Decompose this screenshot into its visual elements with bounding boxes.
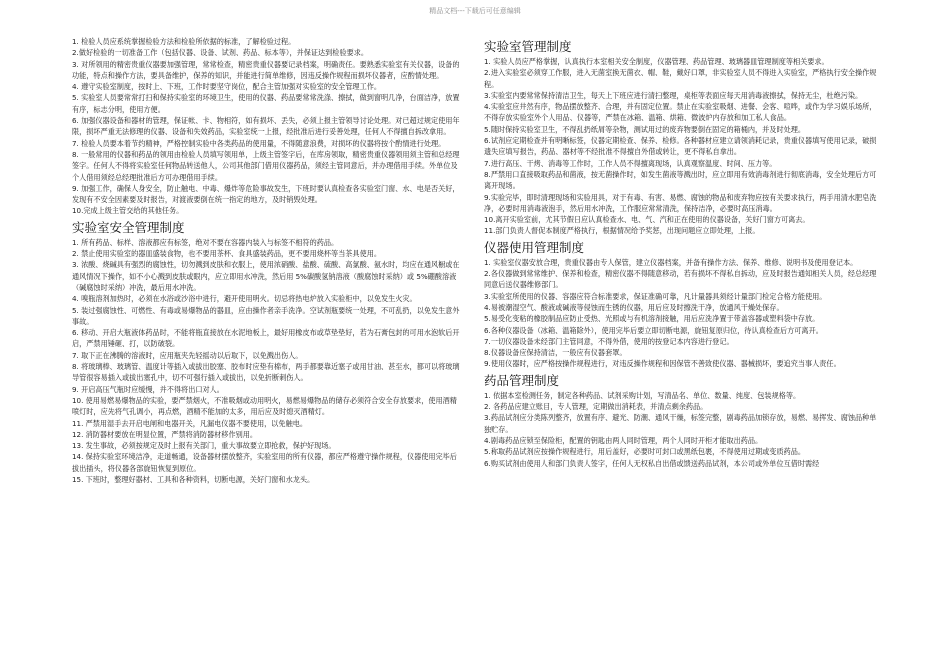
safety-item-8: 8. 将玻璃棒、玻璃管、温度计等插入或拔出胶塞、胶布时应垫有棉布，两手都要靠近塞子或用甘油、甚至水，都可以将玻璃导管很容易插入或拔出塞孔中，切不可强行插入或拔出，以免折断刺伤人。 (72, 362, 460, 383)
safety-item-14: 14. 保持实验室环境洁净，走道畅通，设备器材摆放整齐，实验室用的所有仪器，都应严格遵守操作规程，仪器使用完毕后拔出插头，将仪器各部旋钮恢复到原位。 (72, 452, 457, 473)
lab-item-9: 9.实验完毕，即时清理现场和实验用具，对于有毒、有害、易燃、腐蚀的物品和废弃物应按有关要求执行，两手用清水肥皂洗净，必要时用消毒液泡手，然后用水冲洗，工作服应常常清洗，保持洁净，必要时高压消毒。 (484, 192, 877, 213)
lab-item-8: 8.严禁用口直接吸取药品和菌液，按无菌操作时，如发生菌液等溅出时，应立即用有效消毒剂进行彻底消毒，安全处理后方可离开现场。 (484, 169, 877, 191)
lab-item-4: 4.实验室应井然有序，物品摆放整齐、合理，并有固定位置。禁止在实验室吸烟、进餐、会客、喧哗，或作为学习娱乐场所，不得存放实验室外个人用品、仪器等，严禁在冰箱、温箱、烘箱、微波炉内存放和加工私人食品。 (484, 102, 877, 123)
instrument-item-2: 2.各仪器做到常常维护、保养和检查，精密仪器不得随意移动，若有损坏不得私自拆动，应及时报告通知相关人员，经总经理同意后送仪器维修部门。 (484, 269, 877, 290)
safety-item-7: 7. 取下正在沸腾的溶液时，应用瓶夹先轻摇动以后取下，以免溅出伤人。 (72, 350, 303, 360)
duty-item-8: 8. 一般常用的仪器和药品的领用由检验人员填写领用单，上级主管签字后，在库房领取，精密贵重仪器领用须主管和总经理签字。任何人不得将实验室任何物品转送他人，公司其他部门借用仪器药品，须经主管同意后，并办理借用手续。外单位及个人借用须经总经理批准后方可办理借用手续。 (72, 149, 460, 182)
instrument-item-7: 7.一切仪器设备未经部门主管同意，不得外借，使用的按登记本内容进行登记。 (484, 336, 734, 346)
safety-item-13: 13. 发生事故，必须按规定及时上报有关部门，重大事故要立即抢救，保护好现场。 (72, 441, 336, 451)
lab-item-6: 6.试剂应定期检查并有明晰标签，仪器定期检查、保养、检修。各种器材应建立请领消耗记录，贵重仪器填写使用记录，破损遗失应填写报告，药品、器材等不经批准不得擅自外借或转让，更不得私自拿出。 (484, 136, 877, 157)
instrument-item-4: 4.易被潮湿空气、酸液或碱液等侵蚀而生锈的仪器，用后应及时擦洗干净，放通风干燥处保存。 (484, 302, 784, 312)
drug-section-title: 药品管理制度 (484, 372, 560, 388)
safety-item-3: 3. 浓酸、烧碱具有强烈的腐蚀性，切勿溅到皮肤和衣服上，使用浓硝酸、盐酸、硫酸、高氯酸、氨水时，均应在通风橱或在通风情况下操作，如不小心溅到皮肤或眼内，应立即用水冲洗，然后用 5%碳酸氢钠溶液（酸腐蚀时采纳）或 5%硼酸溶液（碱腐蚀时采纳）冲洗，最后用水冲洗。 (72, 260, 460, 292)
right-column (484, 36, 881, 652)
lab-item-7: 7.进行高压、干烤、消毒等工作时，工作人员不得擅离现场，认真观察温度、时间、压力等。 (484, 158, 777, 168)
duty-item-10: 10.完成上级主管交给的其他任务。 (72, 206, 184, 216)
instrument-rules-list (484, 257, 881, 370)
lab-item-11: 11.部门负责人督促本制度严格执行，根据情况给予奖惩，出现问题应立即处理，上报。 (484, 226, 760, 236)
instrument-item-5: 5.易受化变粘的橡胶制品应防止受热、光照或与有机溶剂接触，用后应洗净置于带盖容器或塑料袋中存放。 (484, 314, 820, 324)
duty-item-7: 7. 检验人员要本着节约精神，严格控制实验中各类药品的使用量，不得随意浪费，对损坏的仪器将按个酌情进行处理。 (72, 138, 446, 148)
safety-item-12: 12. 消防器材要放在明显位置，严禁将消防器材移作别用。 (72, 429, 258, 439)
safety-item-6: 6. 移动、开启大瓶液体药品时，不能将瓶直接放在水泥地板上，最好用橡皮布或草垫垫好，若为石膏包封的可用水泡软后开启，严禁用锤砸、打，以防破裂。 (72, 328, 460, 349)
safety-item-4: 4. 嗅瓶溶剂加热时，必须在水浴或沙浴中进行，避开使用明火。切忌将热电炉放入实验柜中，以免发生火灾。 (72, 294, 417, 304)
safety-item-2: 2. 禁止使用实验室的器皿盛装食物，也不要用茶杯、食具盛装药品，更不要用烧杯等当茶具使用。 (72, 249, 381, 259)
safety-item-5: 5. 装过强腐蚀性、可燃性、有毒或易爆物品的器皿，应由操作者亲手洗净。空试剂瓶要统一处理，不可乱扔，以免发生意外事故。 (72, 305, 460, 326)
safety-item-1: 1. 所有药品、标样、溶液都应有标签，绝对不要在容器内装入与标签不相符的药品。 (72, 237, 339, 247)
header-watermark: 精品文档---下载后可任意编辑 (429, 7, 521, 15)
drug-item-2: 2. 各药品应建立账目，专人管理，定期做出消耗表，并清点剩余药品。 (484, 402, 708, 412)
instrument-item-1: 1. 实验室仪器安放合理，贵重仪器由专人保管，建立仪器档案，并备有操作方法、保养、维修、说明书及使用登记本。 (484, 257, 858, 267)
drug-item-1: 1. 依据本室检测任务，制定各种药品、试剂采购计划，写清品名、单位、数量、纯度、包装规格等。 (484, 390, 801, 400)
instrument-item-6: 6.各种仪器设备（冰箱、温箱除外），使用完毕后要立即切断电源，旋钮复原归位，待认真检查后方可离开。 (484, 325, 823, 335)
lab-rules-list (484, 56, 881, 237)
safety-section-title: 实验室安全管理制度 (72, 219, 185, 235)
duty-item-6: 6. 加强仪器设备和器材的管理，保证帐、卡、物相符，如有损坏、丢失，必须上报主管领导讨论处理。对已超过规定使用年限，损坏严重无法修理的仪器、设备和失效药品，实验室统一上报，经批准后进行妥善处理，任何人不得擅自拆改拿用。 (72, 116, 460, 137)
duty-item-9: 9. 加强工作，确保人身安全，防止触电、中毒、爆炸等危险事故发生，下班时要认真检查各实验室门窗、水、电是否关好，发现有不安全因素要及时报告，对渡液要倒在统一指定的地方，及时销毁处理。 (72, 183, 460, 205)
lab-item-1: 1. 实验人员应严格掌握，认真执行本室相关安全制度，仪器管理、药品管理、玻璃器皿管理制度等相关要求。 (484, 57, 829, 66)
drug-item-5: 5.称取药品试剂应按操作规程进行，用后盖好，必要时可封口或黑纸包裹，不得使用过期或变质药品。 (484, 447, 806, 457)
instrument-item-3: 3.实验室所使用的仪器、容器应符合标准要求，保证准确可靠，凡计量器具须经计量部门检定合格方能使用。 (484, 291, 827, 301)
lab-item-5: 5.随时保持实验室卫生，不得乱扔纸屑等杂物，测试用过的废弃物要倒在固定的箱桶内，并及时处理。 (484, 124, 806, 134)
lab-item-3: 3.实验室内要常常保持清洁卫生，每天上下班应进行清扫整理，桌柜等表面应每天用消毒液擦拭，保持无尘，杜绝污染。 (484, 90, 863, 100)
duty-item-5: 5. 实验室人员要常常打扫和保持实验室的环境卫生，使用的仪器、药品要常常洗涤、擦拭，做到窗明几净，台面洁净，放置有序，标志分明，使用方便。 (72, 93, 460, 114)
left-column (72, 36, 464, 652)
duty-item-2: 2.做好检验的一切准备工作（包括仪器、设备、试剂、药品、标本等），并保证达到检验要求。 (72, 48, 369, 58)
safety-item-10: 10. 使用易燃易爆物品的实验，要严禁烟火，不准吸烟或动用明火，易燃易爆物品的储存必须符合安全存放要求，使用酒精喷灯时，应先将气孔调小，再点燃，酒精不能加的太多，用后应及时熄灭酒精灯。 (72, 395, 457, 417)
drug-item-3: 3.药品试剂应分类陈列整齐，放置有序、避光、防潮、通风干燥，标签完整，剧毒药品加锁存放，易燃、易挥发、腐蚀品种单独贮存。 (484, 413, 877, 434)
safety-item-9: 9. 开启高压气瓶时应缓慢，并不得将出口对人。 (72, 384, 224, 394)
instrument-item-9: 9.使用仪器时，应严格按操作规程进行，对违反操作规程和因保管不善致使仪器、器械损坏，要追究当事人责任。 (484, 359, 841, 369)
lab-item-2: 2.进入实验室必须穿工作服，进入无菌室换无菌衣、帽、鞋，戴好口罩，非实验室人员不得进入实验室，严格执行安全操作规程。 (484, 68, 877, 89)
lab-section-title: 实验室管理制度 (484, 39, 572, 54)
safety-rules-list (72, 237, 464, 486)
safety-item-11: 11. 严禁用湿手去开启电闸和电器开关，凡漏电仪器不要使用，以免触电。 (72, 418, 307, 428)
drug-item-6: 6.购买试剂由使用人和部门负责人签字，任何人无权私自出借或馈送药品试剂，本公司或外单位互借时需经 (484, 458, 820, 468)
instrument-item-8: 8.仪器设备应保持清洁，一般应有仪器套罩。 (484, 348, 627, 358)
instrument-section-title: 仪器使用管理制度 (484, 239, 585, 255)
drug-rules-list (484, 390, 881, 469)
duty-item-3: 3. 对所领用的精密贵重仪器要加强管理，常常检查，精密贵重仪器要记录档案，明确责任。要熟悉实验室有关仪器，设备的功能，特点和操作方法，要具备维护，保养的知识，并能进行简单维修，因违反操作规程而损坏仪器者，应酌情处理。 (72, 59, 460, 80)
duty-item-1: 1. 检验人员应系统掌握检验方法和检验所依据的标准，了解检验过程。 (72, 37, 296, 46)
safety-item-15: 15. 下班时，整理好器材、工具和各种资料，切断电源，关好门窗和水龙头。 (72, 474, 315, 484)
duty-item-4: 4. 遵守实验室制度，按时上、下班，工作时要坚守岗位，配合主管加强对实验室的安全管理工作。 (72, 82, 381, 92)
drug-item-4: 4.剧毒药品应锁至保险柜，配置的钥匙由两人同时管理，两个人同时开柜才能取出药品。 (484, 435, 763, 445)
lab-item-10: 10.离开实验室前，尤其节假日应认真检查水、电、气、汽和正在使用的仪器设备，关好门窗方可离去。 (484, 215, 810, 225)
inspector-duties-list (72, 36, 464, 217)
